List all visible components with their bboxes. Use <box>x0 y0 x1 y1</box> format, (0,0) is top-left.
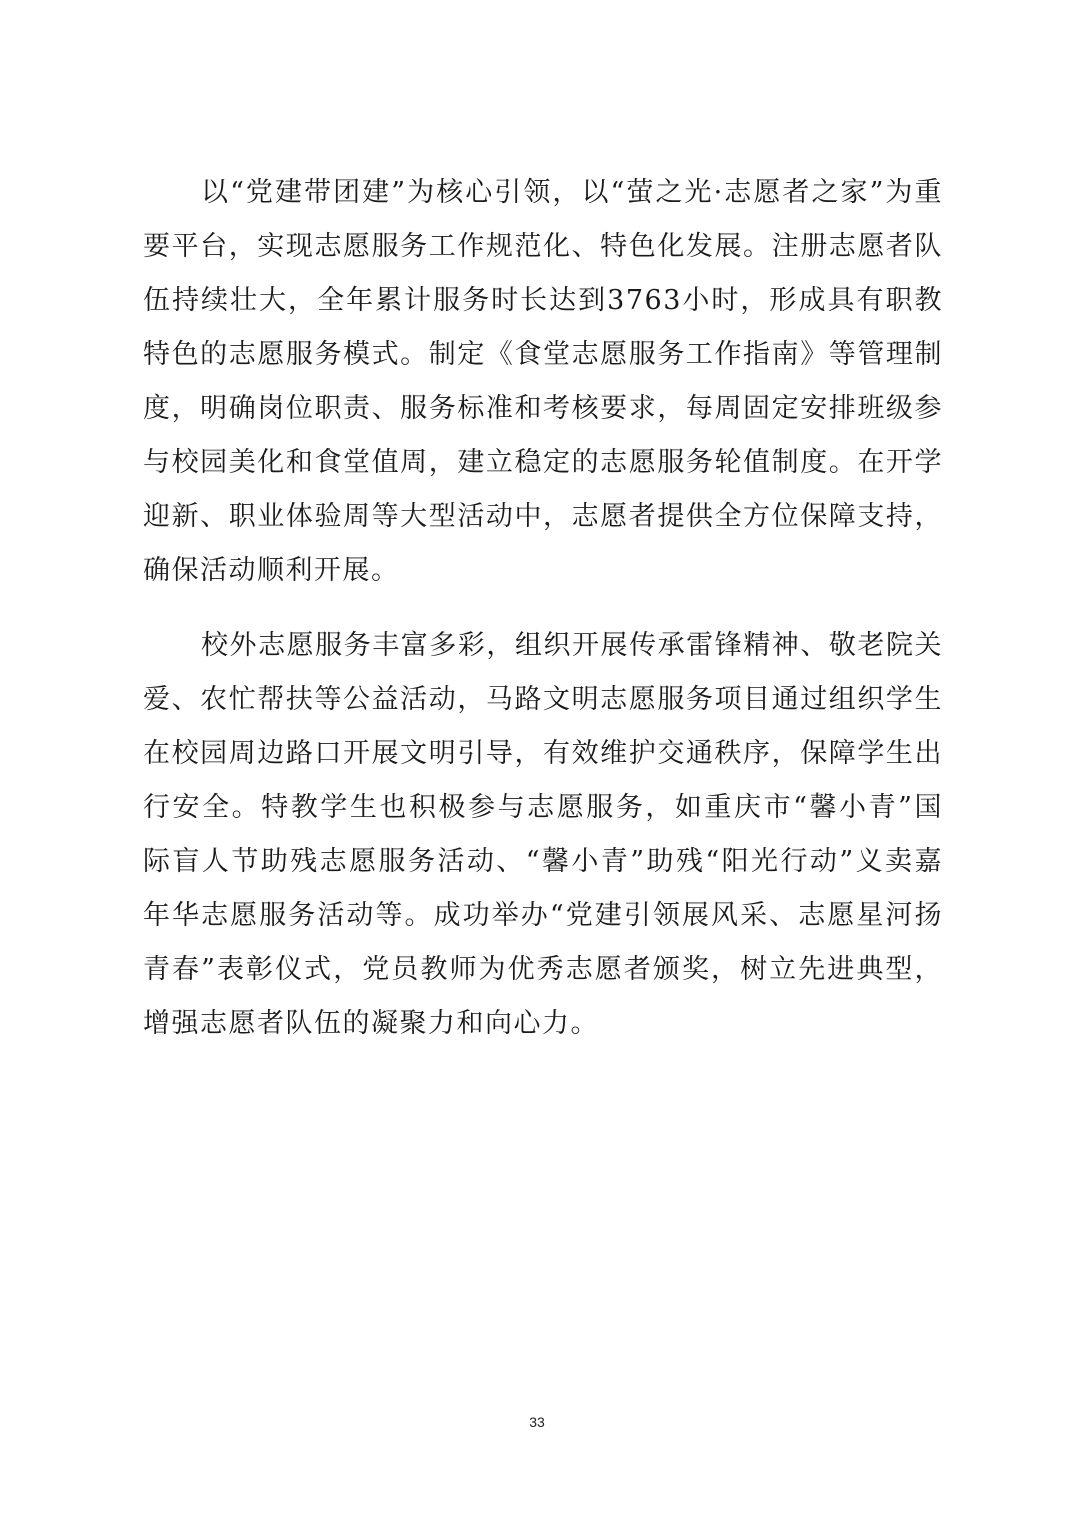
page-number: 33 <box>529 1414 545 1430</box>
paragraph-volunteer-platform: 以“党建带团建”为核心引领，以“萤之光·志愿者之家”为重要平台，实现志愿服务工作规范化、特色化发展。注册志愿者队伍持续壮大，全年累计服务时长达到3763小时，形成具有职教特色的志愿服务模式。制定《食堂志愿服务工作指南》等管理制度，明确岗位职责、服务标准和考核要求，每周固定安排班级参与校园美化和食堂值周，建立稳定的志愿服务轮值制度。在开学迎新、职业体验周等大型活动中，志愿者提供全方位保障支持，确保活动顺利开展。 <box>143 177 943 586</box>
paragraph-offcampus-volunteering: 校外志愿服务丰富多彩，组织开展传承雷锋精神、敬老院关爱、农忙帮扶等公益活动，马路文明志愿服务项目通过组织学生在校园周边路口开展文明引导，有效维护交通秩序，保障学生出行安全。特教学生也积极参与志愿服务，如重庆市“馨小青”国际盲人节助残志愿服务活动、“馨小青”助残“阳光行动”义卖嘉年华志愿服务活动等。成功举办“党建引领展风采、志愿星河扬青春”表彰仪式，党员教师为优秀志愿者颁奖，树立先进典型，增强志愿者队伍的凝聚力和向心力。 <box>143 630 943 1039</box>
body-text <box>143 166 943 1051</box>
